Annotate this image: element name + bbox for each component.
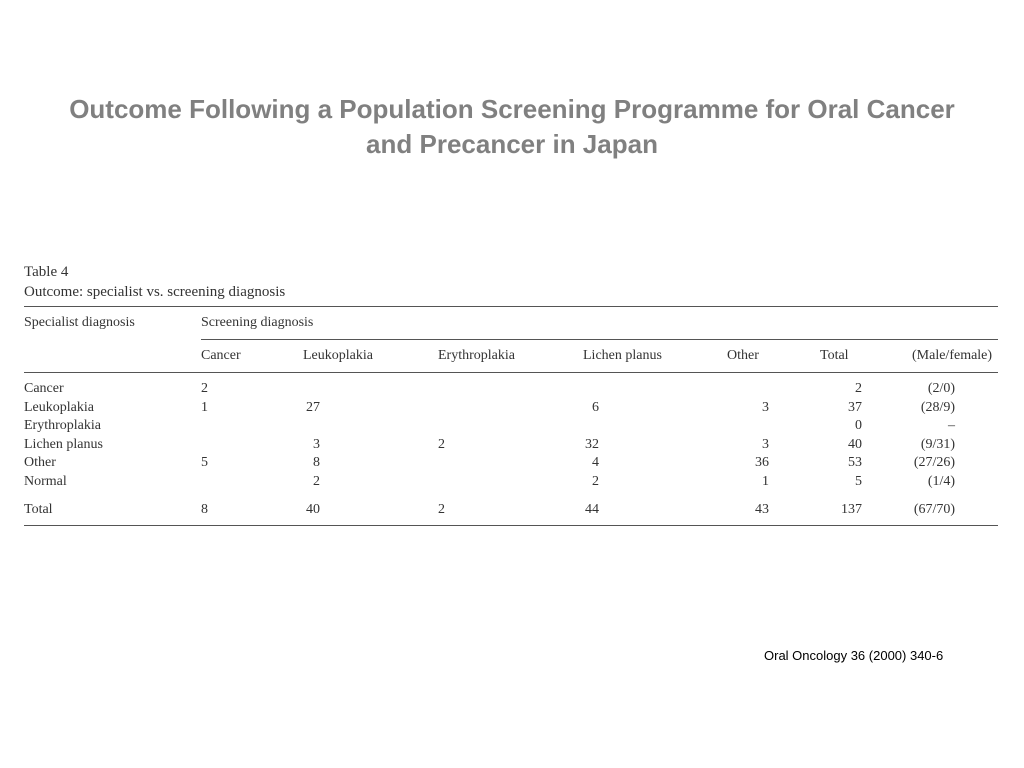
table-row [24,473,998,492]
table-cell: 8 [313,455,320,471]
table-cell [438,454,583,473]
table-cell: – [948,418,956,434]
table-cell: (27/26) [913,455,956,471]
row-label: Cancer [24,381,64,397]
row-header: Specialist diagnosis [24,307,201,340]
table-cell [438,473,583,492]
table-cell: 53 [848,455,862,471]
table-cell: (67/70) [912,491,998,526]
table-cell [201,417,303,436]
table-cell: 1 [201,399,208,415]
outcome-table [24,306,998,526]
row-label: Lichen planus [24,436,103,452]
table-cell: 2 [592,473,599,489]
group-header: Screening diagnosis [201,307,998,340]
table-total-row [24,491,998,526]
table-cell [727,417,820,436]
table-cell [201,473,303,492]
table-cell: 0 [855,418,862,434]
table-cell [201,436,303,455]
table-cell: 137 [820,491,912,526]
column-header: Leukoplakia [303,340,438,373]
table-cell [438,373,583,399]
table-row [24,399,998,418]
table-row [24,373,998,399]
table-cell: (1/4) [927,473,956,489]
table-cell [438,417,583,436]
row-label: Other [24,455,56,471]
table-cell [303,417,438,436]
table-caption: Outcome: specialist vs. screening diagnosis [24,284,286,300]
table-cell: 3 [762,399,769,415]
table-cell: 1 [762,473,769,489]
slide-title: Outcome Following a Population Screening Programme for Oral Cancer and Precancer in Japan [69,94,955,159]
table-cell [727,373,820,399]
table-cell [303,373,438,399]
table-cell: 3 [762,436,769,452]
table-row [24,436,998,455]
table-cell: 2 [201,381,208,397]
table-header-columns-row [24,340,998,373]
table-cell: (28/9) [920,399,956,415]
table-cell [583,373,727,399]
column-header: (Male/female) [912,340,998,373]
table-cell: (9/31) [920,436,956,452]
row-label: Total [24,491,201,526]
table-cell: 32 [585,436,599,452]
table-header-group-row [24,307,998,340]
row-label: Normal [24,473,67,489]
row-label: Leukoplakia [24,399,94,415]
citation: Oral Oncology 36 (2000) 340-6 [764,648,944,663]
table-cell: 36 [755,455,769,471]
table-cell: 5 [855,473,862,489]
column-header: Cancer [201,340,303,373]
table-cell: 43 [727,491,820,526]
table-cell: 2 [855,381,862,397]
table-block [24,262,998,517]
table-cell: 3 [313,436,320,452]
column-header: Other [727,340,820,373]
column-header: Lichen planus [583,340,727,373]
table-cell: (2/0) [927,381,956,397]
table-cell: 8 [201,491,303,526]
table-row [24,417,998,436]
table-cell: 6 [592,399,599,415]
table-cell: 40 [848,436,862,452]
table-cell: 2 [313,473,320,489]
table-row [24,454,998,473]
column-header: Erythroplakia [438,340,583,373]
row-label: Erythroplakia [24,418,101,434]
column-header: Total [820,340,912,373]
table-cell: 44 [583,491,727,526]
table-label: Table 4 [24,264,69,280]
table-cell: 37 [848,399,862,415]
table-cell [583,417,727,436]
table-cell: 27 [306,399,320,415]
table-body [24,373,998,526]
table-cell: 5 [201,455,208,471]
table-cell: 2 [438,491,583,526]
table-cell: 40 [303,491,438,526]
table-cell: 2 [438,436,445,452]
table-cell [438,399,583,418]
table-cell: 4 [592,455,599,471]
